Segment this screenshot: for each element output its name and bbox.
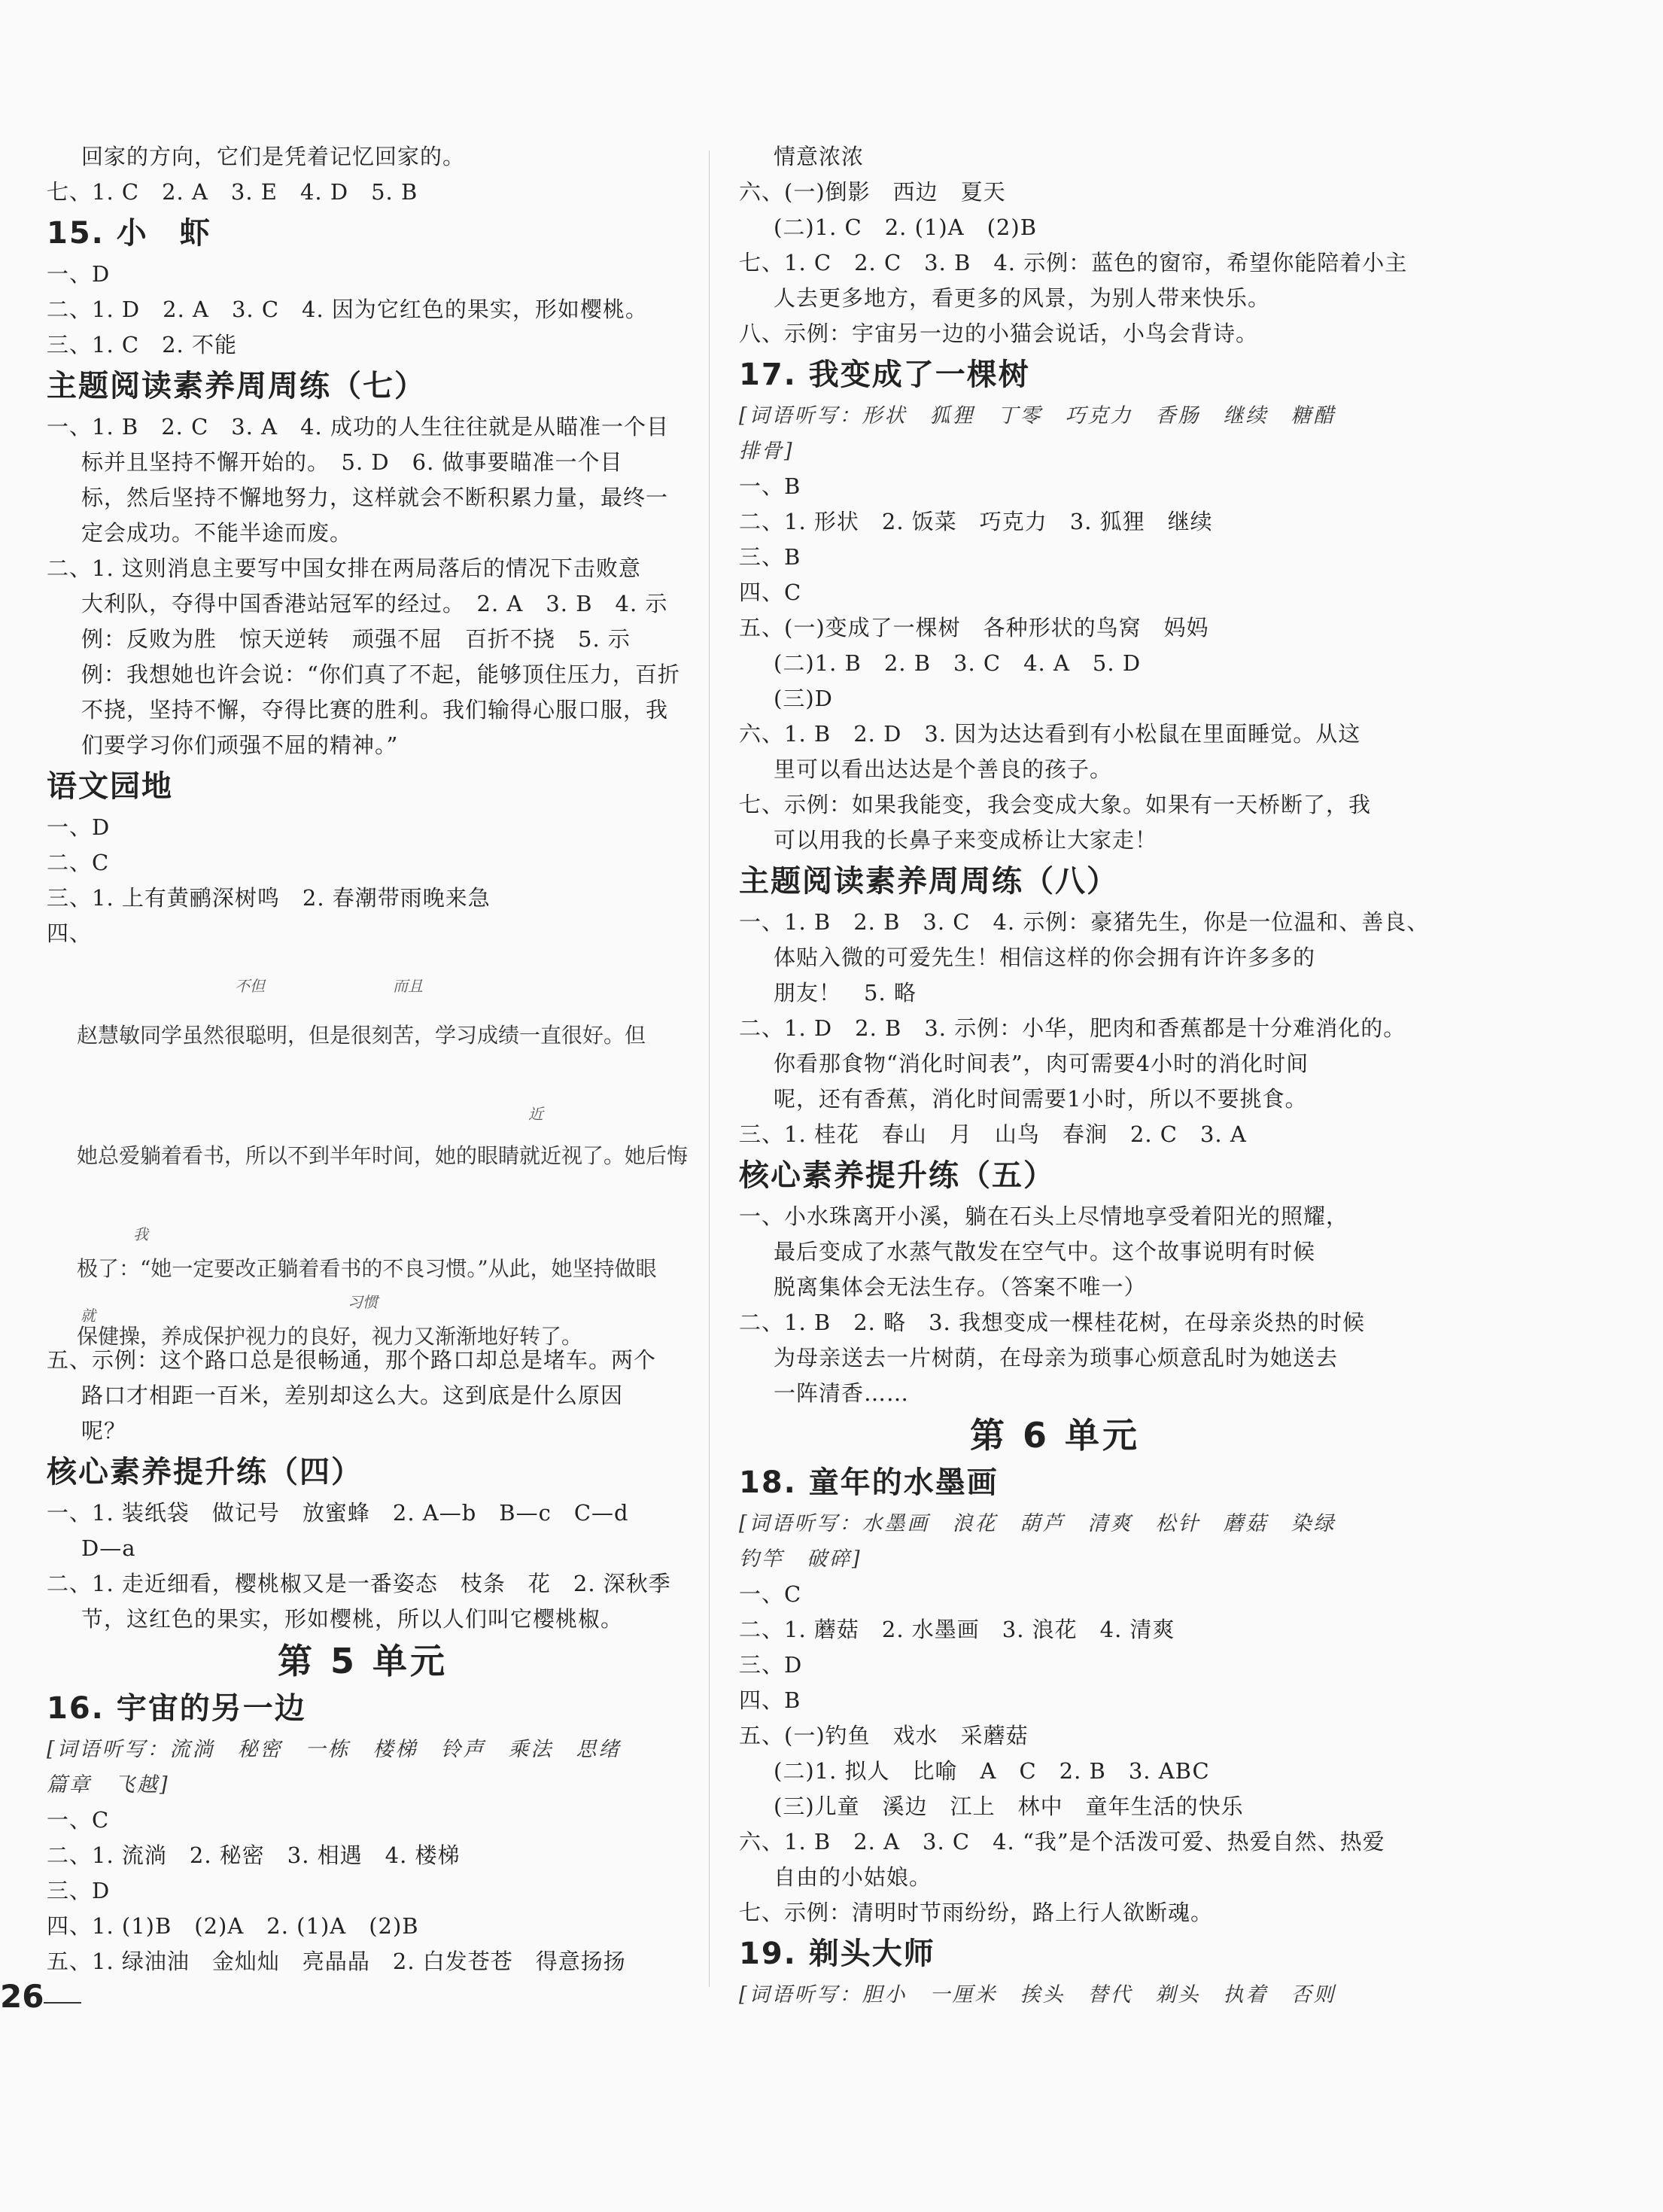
answer-line: 五、1. 绿油油 金灿灿 亮晶晶 2. 白发苍苍 得意扬扬 [47, 1949, 626, 1974]
text-line: 情意浓浓 [774, 144, 865, 169]
section-heading: 语文园地 [47, 769, 173, 804]
dictation-line: [词语听写：流淌 秘密 一栋 楼梯 铃声 乘法 思绪 [47, 1738, 622, 1761]
correction-note: 就 [81, 1307, 96, 1325]
answer-line: 三、1. C 2. 不能 [47, 332, 237, 358]
proofreading-essay [47, 951, 689, 1349]
answer-line: 一、1. B 2. B 3. C 4. 示例：豪猪先生，你是一位温和、善良、 [739, 909, 1430, 935]
correction-note: 习惯 [348, 1293, 378, 1311]
answer-line: 五、(一)钓鱼 戏水 采蘑菇 [739, 1723, 1029, 1748]
answer-line: 三、D [47, 1878, 111, 1903]
answer-line: 二、1. 这则消息主要写中国女排在两局落后的情况下击败意 [47, 555, 641, 581]
answer-line: 二、1. B 2. 略 3. 我想变成一棵桂花树，在母亲炎热的时候 [739, 1310, 1365, 1335]
answer-line: 二、1. D 2. B 3. 示例：小华，肥肉和香蕉都是十分难消化的。 [739, 1015, 1406, 1041]
answer-line: 一、B [739, 473, 801, 499]
answer-line: 一、C [47, 1807, 110, 1833]
correction-note: 近 [528, 1105, 543, 1123]
answer-line: 二、1. D 2. A 3. C 4. 因为它红色的果实，形如樱桃。 [47, 297, 648, 322]
answer-line: 例：我想她也许会说：“你们真了不起，能够顶住压力，百折 [81, 662, 680, 687]
dictation-line: [词语听写：形状 狐狸 丁零 巧克力 香肠 继续 糖醋 [739, 404, 1336, 427]
correction-note: 而且 [393, 977, 423, 995]
answer-line: 一、小水珠离开小溪，躺在石头上尽情地享受着阳光的照耀， [739, 1203, 1349, 1229]
answer-line: 六、1. B 2. D 3. 因为达达看到有小松鼠在里面睡觉。从这 [739, 721, 1361, 747]
answer-line: 朋友！ 5. 略 [774, 980, 917, 1006]
text-line: 回家的方向，它们是凭着记忆回家的。 [81, 144, 466, 169]
column-divider [709, 151, 710, 1987]
answer-line: 七、1. C 2. C 3. B 4. 示例：蓝色的窗帘，希望你能陪着小主 [739, 250, 1408, 275]
answer-line: 二、1. 形状 2. 饭菜 巧克力 3. 狐狸 继续 [739, 509, 1213, 534]
answer-line: 四、B [739, 1687, 801, 1713]
page-number: 26 [0, 1978, 44, 2015]
answer-line: 你看那食物“消化时间表”，肉可需要4小时的消化时间 [774, 1051, 1309, 1076]
answer-line: 定会成功。不能半途而废。 [81, 520, 353, 546]
answer-line: 可以用我的长鼻子来变成桥让大家走！ [774, 827, 1158, 853]
answer-line: 七、1. C 2. A 3. E 4. D 5. B [47, 179, 418, 205]
right-column [739, 139, 1430, 2013]
answer-line: 一、C [739, 1581, 802, 1607]
unit-heading: 第 5 单元 [277, 1641, 448, 1681]
correction-note: 不但 [235, 977, 265, 995]
answer-line: 一、1. 装纸袋 做记号 放蜜蜂 2. A—b B—c C—d [47, 1500, 629, 1526]
answer-line: 七、示例：如果我能变，我会变成大象。如果有一天桥断了，我 [739, 792, 1372, 817]
answer-line: 二、C [47, 850, 110, 875]
answer-line: (三)儿童 溪边 江上 林中 童年生活的快乐 [774, 1794, 1244, 1819]
answer-line: 呢？ [81, 1418, 127, 1444]
answer-line: 四、C [739, 580, 802, 605]
answer-line: 标，然后坚持不懈地努力，这样就会不断积累力量，最终一 [81, 485, 669, 510]
answer-line: 呢，还有香蕉，消化时间需要1小时，所以不要挑食。 [774, 1086, 1308, 1112]
answer-line: 节，这红色的果实，形如樱桃，所以人们叫它樱桃椒。 [81, 1606, 624, 1632]
answer-line: 三、1. 上有黄鹂深树鸣 2. 春潮带雨晚来急 [47, 885, 491, 911]
lesson-heading: 17. 我变成了一棵树 [739, 358, 1030, 392]
answer-line: 人去更多地方，看更多的风景，为别人带来快乐。 [774, 285, 1271, 311]
unit-heading: 第 6 单元 [969, 1415, 1141, 1456]
answer-line: 为母亲送去一片树荫，在母亲为琐事心烦意乱时为她送去 [774, 1345, 1339, 1371]
answer-line: (二)1. B 2. B 3. C 4. A 5. D [774, 650, 1142, 676]
answer-line: 例：反败为胜 惊天逆转 顽强不屈 百折不挠 5. 示 [81, 626, 631, 652]
answer-line: 不挠，坚持不懈，夺得比赛的胜利。我们输得心服口服，我 [81, 697, 669, 723]
lesson-heading: 16. 宇宙的另一边 [47, 1691, 306, 1726]
answer-line: 五、示例：这个路口总是很畅通，那个路口却总是堵车。两个 [47, 1347, 657, 1373]
answer-line: 体贴入微的可爱先生！相信这样的你会拥有许许多多的 [774, 945, 1316, 970]
left-column [47, 139, 689, 1979]
answer-line: 四、1. (1)B (2)A 2. (1)A (2)B [47, 1913, 419, 1939]
answer-line: 三、1. 桂花 春山 月 山鸟 春涧 2. C 3. A [739, 1121, 1247, 1147]
answer-line: 自由的小姑娘。 [774, 1864, 932, 1890]
answer-line: 一、D [47, 814, 111, 840]
answer-line: 八、示例：宇宙另一边的小猫会说话，小鸟会背诗。 [739, 321, 1259, 346]
essay-line: 极了：“她一定要改正躺着看书的不良习惯。”从此，她坚持做眼 [77, 1256, 657, 1281]
answer-line: 六、(一)倒影 西边 夏天 [739, 179, 1006, 205]
correction-note: 我 [133, 1225, 148, 1243]
answer-line: 二、1. 流淌 2. 秘密 3. 相遇 4. 楼梯 [47, 1842, 461, 1868]
answer-line: (二)1. C 2. (1)A (2)B [774, 215, 1038, 240]
dictation-line: [词语听写：胆小 一厘米 挨头 替代 剃头 执着 否则 [739, 1983, 1336, 2007]
answer-line: 二、1. 走近细看，樱桃椒又是一番姿态 枝条 花 2. 深秋季 [47, 1571, 671, 1596]
answer-line: (二)1. 拟人 比喻 A C 2. B 3. ABC [774, 1758, 1210, 1784]
answer-line: 一、D [47, 261, 111, 287]
answer-line: 一、1. B 2. C 3. A 4. 成功的人生往往就是从瞄准一个目 [47, 414, 669, 440]
lesson-heading: 18. 童年的水墨画 [739, 1465, 999, 1500]
answer-line: D—a [81, 1535, 136, 1561]
section-heading: 主题阅读素养周周练（八） [739, 864, 1118, 899]
lesson-heading: 19. 剃头大师 [739, 1937, 935, 1971]
answer-line: 大利队，夺得中国香港站冠军的经过。 2. A 3. B 4. 示 [81, 591, 668, 616]
answer-line: 六、1. B 2. A 3. C 4. “我”是个活泼可爱、热爱自然、热爱 [739, 1829, 1385, 1854]
answer-line: 七、示例：清明时节雨纷纷，路上行人欲断魂。 [739, 1900, 1214, 1925]
page-number-rule [44, 2002, 81, 2004]
answer-line: 路口才相距一百米，差别却这么大。这到底是什么原因 [81, 1383, 624, 1408]
section-heading: 核心素养提升练（五） [739, 1158, 1055, 1193]
section-heading: 核心素养提升练（四） [47, 1455, 363, 1489]
answer-line: 里可以看出达达是个善良的孩子。 [774, 756, 1113, 782]
essay-line: 保健操，养成保护视力的良好，视力又渐渐地好转了。 [77, 1324, 583, 1349]
answer-line: 三、D [739, 1652, 803, 1678]
answer-line: 最后变成了水蒸气散发在空气中。这个故事说明有时候 [774, 1239, 1316, 1264]
dictation-line: 钓竿 破碎] [739, 1547, 862, 1571]
answer-line: 二、1. 蘑菇 2. 水墨画 3. 浪花 4. 清爽 [739, 1617, 1175, 1642]
answer-line: 脱离集体会无法生存。（答案不唯一） [774, 1274, 1147, 1300]
section-heading: 主题阅读素养周周练（七） [47, 369, 426, 403]
answer-line: 一阵清香…… [774, 1380, 910, 1406]
dictation-line: [词语听写：水墨画 浪花 葫芦 清爽 松针 蘑菇 染绿 [739, 1512, 1336, 1535]
dictation-line: 排骨] [739, 440, 795, 463]
answer-line: (三)D [774, 686, 833, 711]
answer-line: 三、B [739, 544, 801, 570]
essay-line: 赵慧敏同学虽然很聪明，但是很刻苦，学习成绩一直很好。但 [77, 1023, 646, 1048]
answer-line: 们要学习你们顽强不屈的精神。” [81, 732, 399, 758]
essay-line: 她总爱躺着看书，所以不到半年时间，她的眼睛就近视了。她后悔 [77, 1143, 689, 1168]
answer-line: 四、 [47, 920, 93, 946]
answer-line: 五、(一)变成了一棵树 各种形状的鸟窝 妈妈 [739, 615, 1209, 640]
lesson-heading: 15. 小 虾 [47, 216, 211, 251]
answer-line: 标并且坚持不懈开始的。 5. D 6. 做事要瞄准一个目 [81, 449, 623, 475]
dictation-line: 篇章 飞越] [47, 1773, 170, 1797]
